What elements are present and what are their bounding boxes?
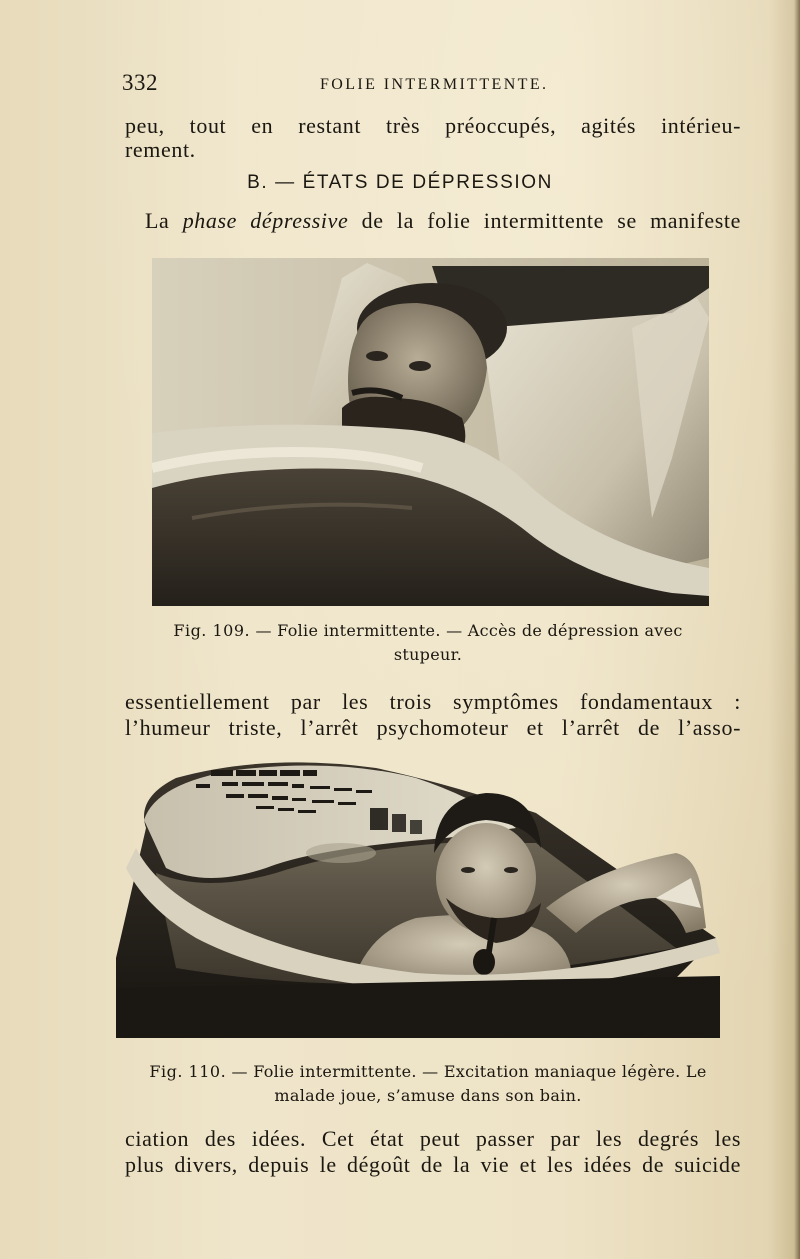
figure-110-caption <box>110 1060 746 1108</box>
text-line: peu, tout en restant très préoccupés, agités intérieu- <box>125 113 741 138</box>
text-line: rement. <box>125 137 196 162</box>
caption-line <box>110 1060 746 1084</box>
figure-number: Fig. 110. <box>149 1062 227 1081</box>
caption-line <box>110 619 746 643</box>
figure-109-photo <box>152 258 709 606</box>
intro-text: de la folie intermittente se manifeste <box>348 208 742 233</box>
page-number: 332 <box>122 70 158 95</box>
text-line: essentiellement par les trois symptômes fondamentaux : <box>125 689 741 714</box>
page-edge-shadow <box>794 0 800 1259</box>
page-header <box>122 70 752 100</box>
caption-text: — Folie intermittente. — Excitation maniaque légère. Le <box>226 1062 707 1081</box>
caption-text: — Folie intermittente. — Accès de dépression avec <box>250 621 683 640</box>
section-intro-line <box>145 208 741 234</box>
text-line: l’humeur triste, l’arrêt psychomoteur et l’arrêt de l’asso- <box>125 715 741 740</box>
text-line: ciation des idées. Cet état peut passer par les degrés les <box>125 1126 741 1151</box>
text-line: plus divers, depuis le dégoût de la vie et les idées de suicide <box>125 1152 741 1177</box>
figure-109-caption <box>110 619 746 667</box>
figure-110-photo <box>116 758 720 1038</box>
section-heading: B. — ÉTATS DE DÉPRESSION <box>247 172 553 193</box>
figure-number: Fig. 109. <box>173 621 251 640</box>
intro-emphasis: phase dépressive <box>182 208 349 233</box>
running-title: FOLIE INTERMITTENTE. <box>320 76 549 93</box>
intro-text: La <box>145 208 183 233</box>
caption-line: malade joue, s’amuse dans son bain. <box>274 1086 582 1105</box>
caption-line: stupeur. <box>393 645 463 664</box>
